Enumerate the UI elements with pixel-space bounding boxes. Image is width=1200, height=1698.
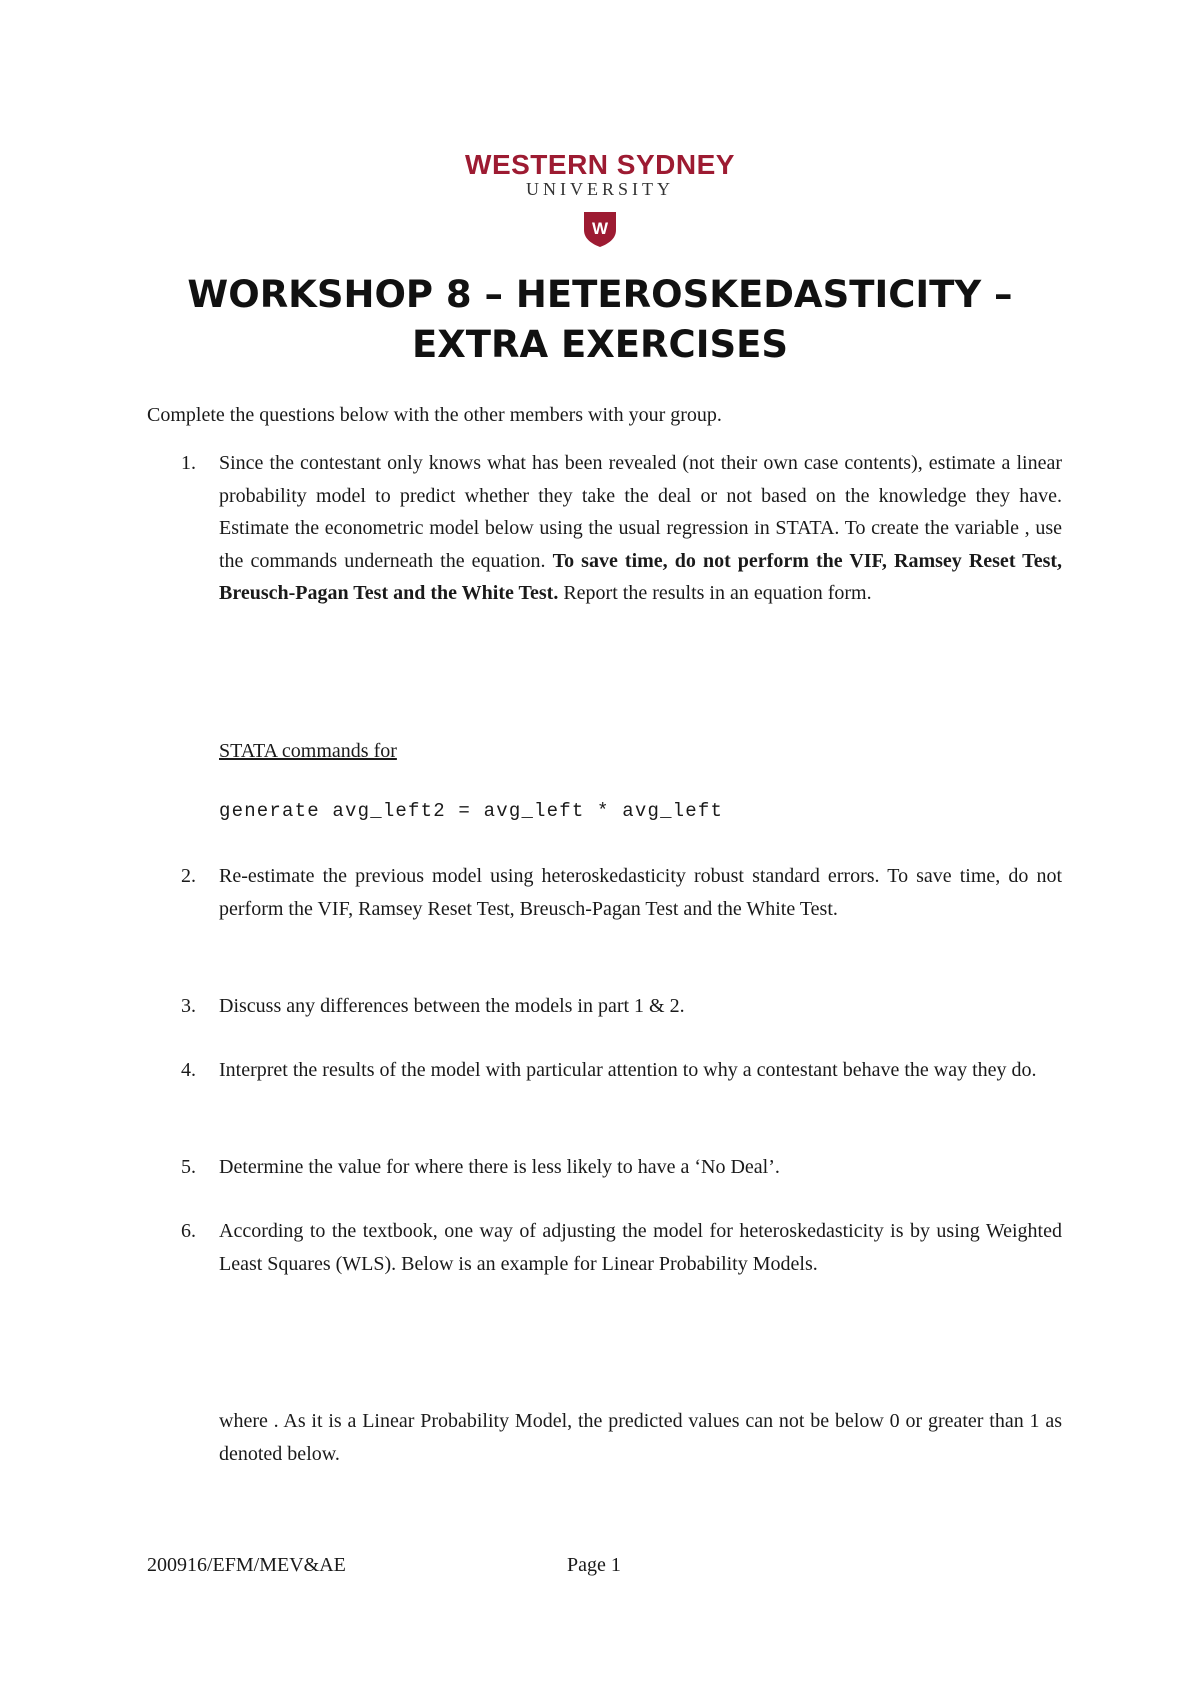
question-number: 4.	[181, 1059, 196, 1081]
question-text	[219, 447, 1062, 610]
stata-command: generate avg_left2 = avg_left * avg_left	[219, 800, 724, 822]
title-line2: EXTRA EXERCISES	[411, 323, 789, 366]
question-number: 2.	[181, 865, 196, 887]
question-text: Interpret the results of the model with particular attention to why a contestant behave the way they do.	[219, 1059, 1037, 1081]
intro-paragraph: Complete the questions below with the other members with your group.	[147, 404, 722, 426]
where-paragraph: where . As it is a Linear Probability Model, the predicted values can not be below 0 or greater than 1 as denoted below.	[219, 1410, 1062, 1465]
question-number: 5.	[181, 1156, 196, 1178]
page-number: Page 1	[567, 1554, 621, 1576]
shield-letter: W	[591, 219, 609, 238]
logo-wordmark-line1: WESTERN SYDNEY	[465, 149, 735, 180]
question-text: According to the textbook, one way of adjusting the model for heteroskedasticity is by using Weighted Least Squares (WLS). Below is an example for Linear Probability Models.	[219, 1220, 1062, 1275]
question-text: Discuss any differences between the models in part 1 & 2.	[219, 995, 685, 1017]
question-text-after: Report the results in an equation form.	[558, 582, 872, 604]
question-text-bold: To save time, do not perform the VIF, Ramsey Reset Test, Breusch-Pagan Test and the White Test.	[219, 549, 1063, 604]
university-logo	[0, 150, 1200, 248]
shield-icon	[582, 210, 618, 248]
page-title	[0, 270, 1200, 370]
footer-code: 200916/EFM/MEV&AE	[147, 1554, 346, 1576]
question-number: 6.	[181, 1220, 196, 1242]
title-line1: WORKSHOP 8 – HETEROSKEDASTICITY –	[187, 273, 1013, 316]
question-text-plain: Since the contestant only knows what has been revealed (not their own case contents), estimate a linear probability model to predict whether they take the deal or not based on the knowledge they have. Estimate the econometric model below using the usual regression in STATA. To create the variable , use the commands underneath the equation.	[219, 452, 1062, 572]
question-text: Re-estimate the previous model using heteroskedasticity robust standard errors. To save time, do not perform the VIF, Ramsey Reset Test, Breusch-Pagan Test and the White Test.	[219, 865, 1062, 920]
logo-wordmark-line2: UNIVERSITY	[526, 179, 674, 199]
question-number: 3.	[181, 995, 196, 1017]
question-text: Determine the value for where there is less likely to have a ‘No Deal’.	[219, 1156, 780, 1178]
stata-commands-label: STATA commands for	[219, 740, 397, 762]
question-number: 1.	[181, 452, 196, 474]
